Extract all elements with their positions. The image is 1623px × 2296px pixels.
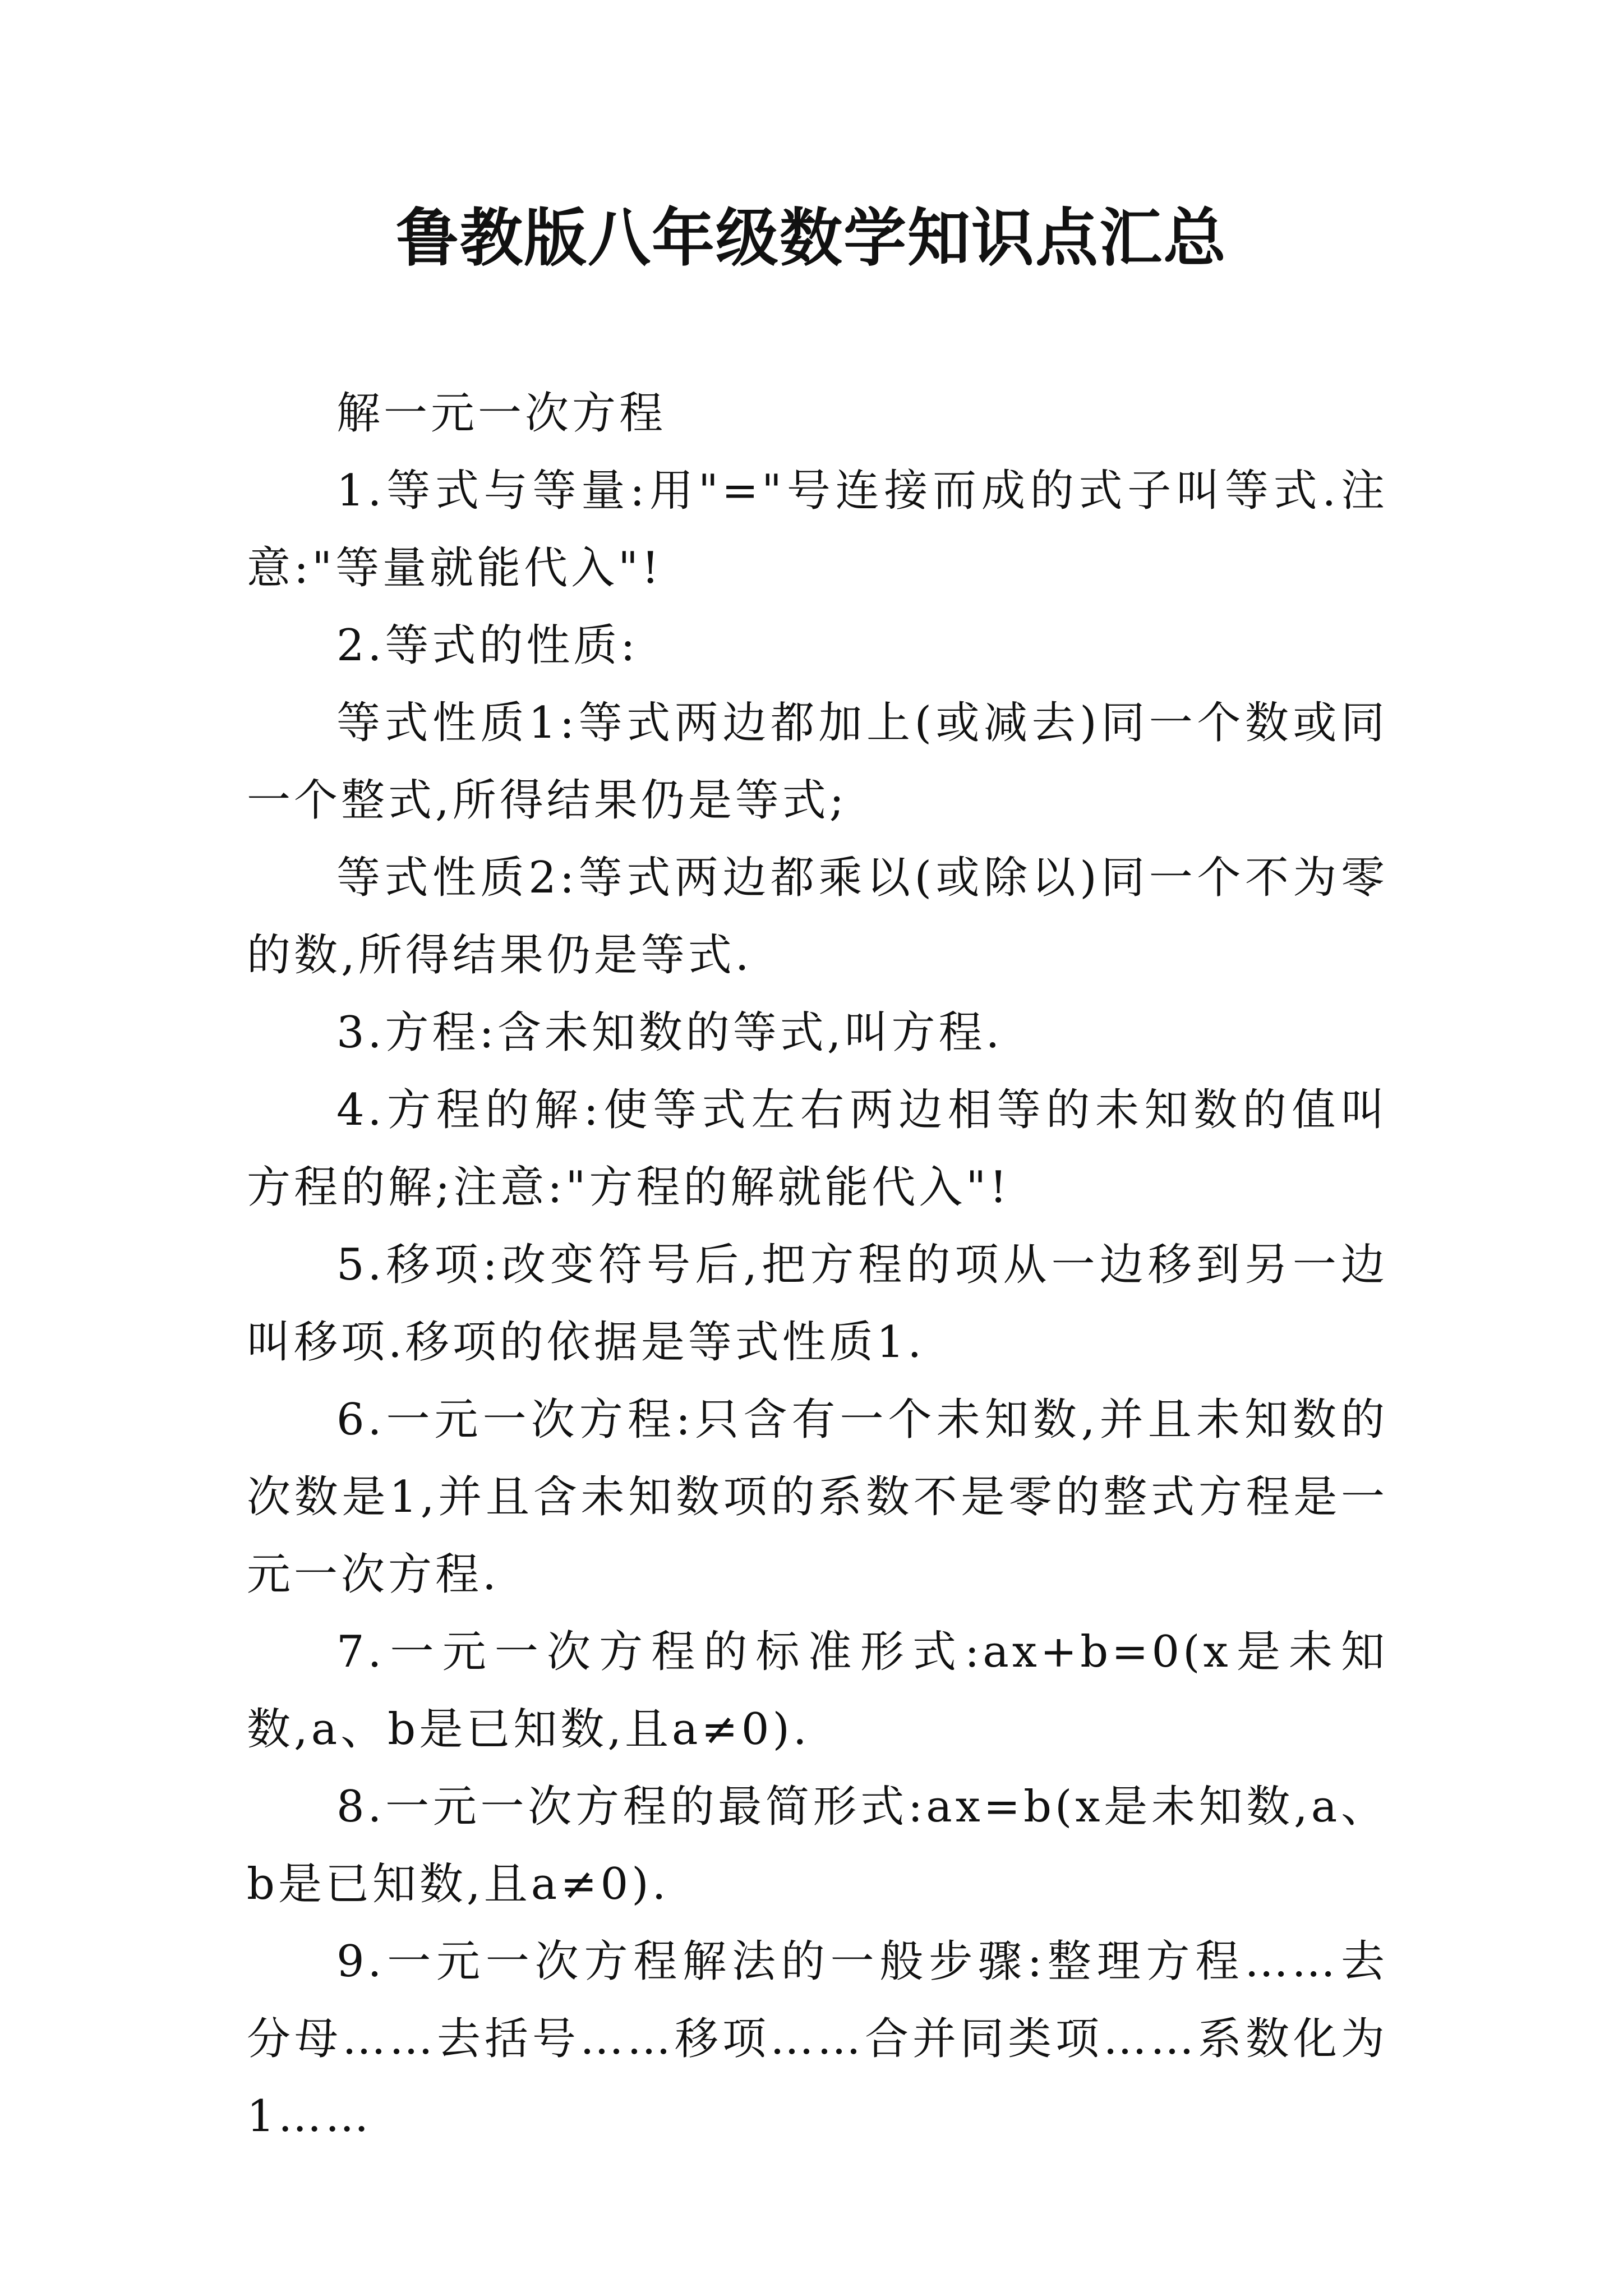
- paragraph: 6.一元一次方程:只含有一个未知数,并且未知数的次数是1,并且含未知数项的系数不是零的整式方程是一元一次方程.: [247, 1395, 1388, 1600]
- paragraph: 2.等式的性质:: [336, 620, 639, 671]
- section-heading: 解一元一次方程: [336, 388, 667, 439]
- paragraph: 3.方程:含未知数的等式,叫方程.: [336, 1007, 1003, 1058]
- paragraph: 等式性质1:等式两边都加上(或减去)同一个数或同一个整式,所得结果仍是等式;: [247, 698, 1388, 826]
- paragraph: 1.等式与等量:用"="号连接而成的式子叫等式.注意:"等量就能代入"!: [247, 466, 1388, 593]
- document-title: 鲁教版八年级数学知识点汇总: [396, 201, 1227, 275]
- paragraph: 9.一元一次方程解法的一般步骤:整理方程……去分母……去括号……移项……合并同类项……系数化为1……: [247, 1936, 1388, 2142]
- paragraph: 8.一元一次方程的最简形式:ax=b(x是未知数,a、b是已知数,且a≠0).: [247, 1782, 1388, 1910]
- paragraph: 等式性质2:等式两边都乘以(或除以)同一个不为零的数,所得结果仍是等式.: [247, 853, 1388, 981]
- document-body: [247, 375, 1388, 2155]
- paragraph: 7.一元一次方程的标准形式:ax+b=0(x是未知数,a、b是已知数,且a≠0).: [247, 1627, 1388, 1755]
- paragraph: 4.方程的解:使等式左右两边相等的未知数的值叫方程的解;注意:"方程的解就能代入"!: [247, 1085, 1388, 1213]
- paragraph: 5.移项:改变符号后,把方程的项从一边移到另一边叫移项.移项的依据是等式性质1.: [247, 1240, 1388, 1368]
